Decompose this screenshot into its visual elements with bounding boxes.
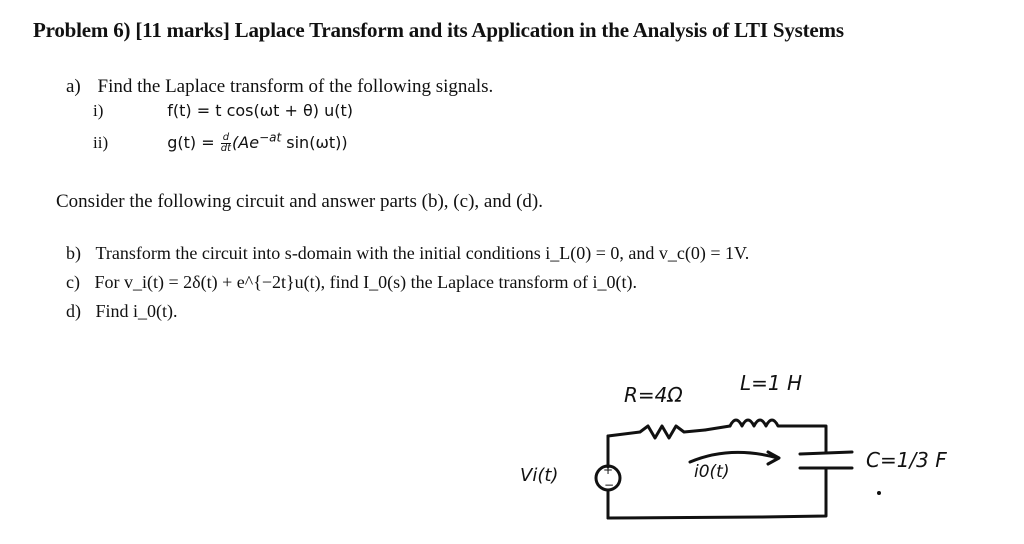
- source-minus-sign: −: [604, 478, 615, 492]
- item-ii-rhs-b: sin(ωt)): [281, 133, 348, 153]
- part-b-label: b): [66, 243, 81, 263]
- item-ii-rhs-a: (Ae: [232, 133, 260, 153]
- item-i-expression: f(t) = t cos(ωt + θ) u(t): [167, 101, 354, 120]
- item-ii-exponent: −at: [259, 131, 282, 145]
- circuit-intro: Consider the following circuit and answer parts (b), (c), and (d).: [56, 191, 543, 212]
- wire-bottom: [608, 500, 826, 518]
- stray-mark: [877, 491, 881, 495]
- part-a-text: Find the Laplace transform of the following signals.: [97, 76, 494, 97]
- part-d-label: d): [66, 301, 81, 321]
- part-c-text: For v_i(t) = 2δ(t) + e^{−2t}u(t), find I_0(s) the Laplace transform of i_0(t).: [94, 272, 637, 292]
- part-c-label: c): [66, 272, 80, 292]
- part-a-label: a): [66, 76, 81, 97]
- inductor-label: L=1 H: [740, 371, 803, 395]
- resistor-label: R=4Ω: [624, 383, 683, 407]
- source-label: Vi(t): [520, 465, 559, 486]
- item-ii-label: ii): [93, 133, 109, 153]
- item-i-label: i): [93, 101, 104, 120]
- wire-top-mid: [705, 426, 730, 430]
- item-ii-lhs: g(t) =: [167, 133, 220, 153]
- resistor-symbol: [608, 426, 705, 438]
- part-b-text: Transform the circuit into s-domain with the initial conditions i_L(0) = 0, and v_c(0) = 1V.: [95, 243, 750, 263]
- inductor-symbol: [730, 420, 825, 426]
- part-d-text: Find i_0(t).: [95, 301, 178, 321]
- fraction-numerator: d: [222, 132, 230, 144]
- problem-title: Problem 6) [11 marks] Laplace Transform and its Application in the Analysis of LTI Systems: [33, 18, 844, 42]
- current-label: i0(t): [694, 462, 730, 482]
- current-arrow-arc: [690, 452, 778, 462]
- capacitor-plate-top: [800, 452, 852, 454]
- capacitor-label: C=1/3 F: [866, 448, 947, 472]
- fraction-denominator: dt: [220, 143, 232, 155]
- source-plus-sign: +: [603, 463, 614, 477]
